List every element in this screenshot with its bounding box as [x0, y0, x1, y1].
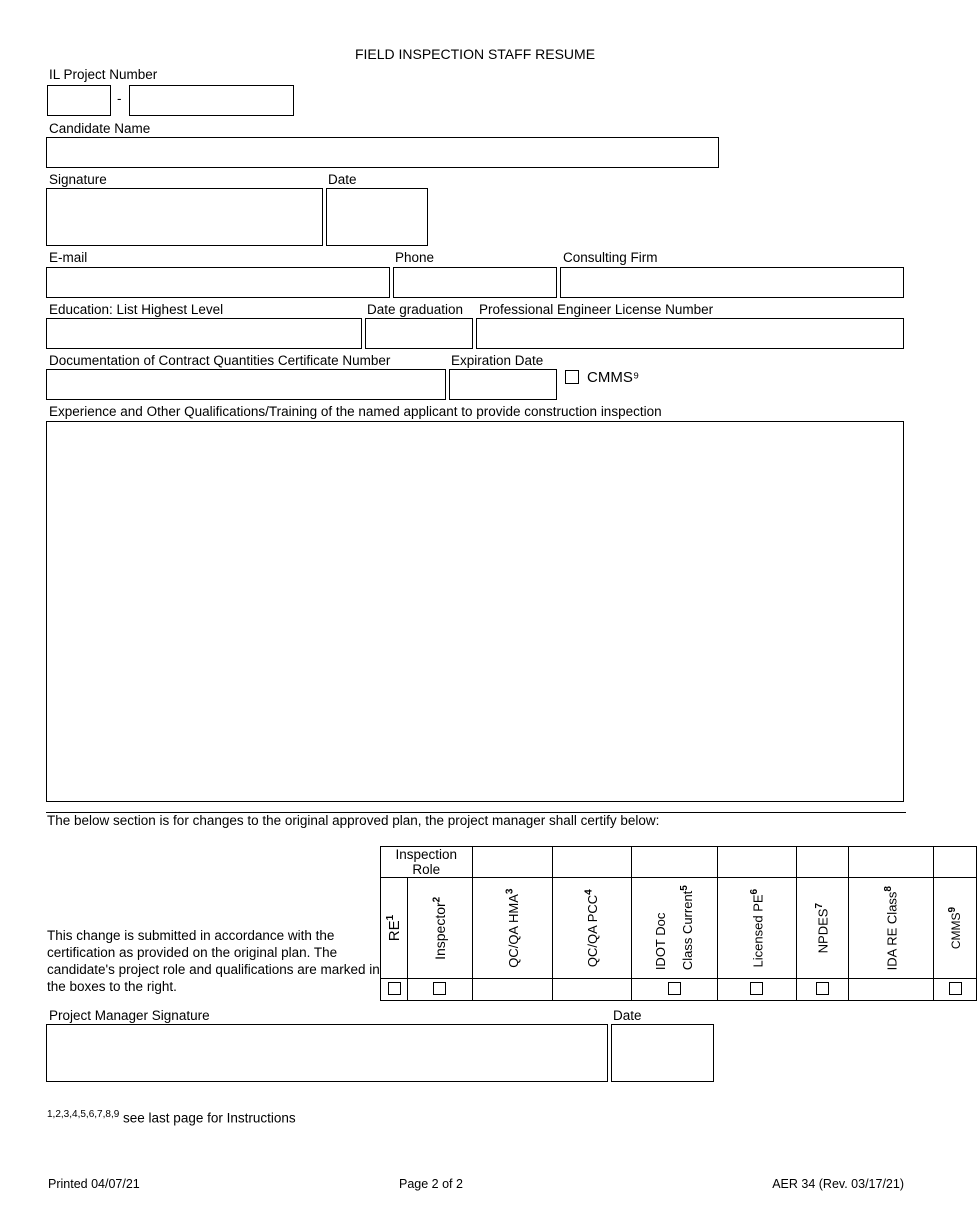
il-project-number-part1-input[interactable] — [47, 85, 111, 116]
date-graduation-input[interactable] — [365, 318, 473, 349]
footer-form-id: AER 34 (Rev. 03/17/21) — [772, 1177, 904, 1191]
pe-license-label: Professional Engineer License Number — [479, 302, 714, 317]
experience-textarea[interactable] — [46, 421, 904, 802]
role-cell-inspector — [408, 979, 472, 1001]
cmms-checkbox[interactable] — [565, 370, 579, 384]
doc-certificate-input[interactable] — [46, 369, 446, 400]
education-input[interactable] — [46, 318, 362, 349]
inspection-role-header: Inspection Role — [381, 847, 473, 878]
role-header-qcqa-hma: QC/QA HMA$^3$ — [472, 878, 552, 979]
phone-label: Phone — [395, 250, 435, 265]
role-header-idot-doc: IDOT Doc Class Current$^5$ — [631, 878, 717, 979]
instructions-note-text: see last page for Instructions — [119, 1110, 296, 1126]
signature-field[interactable] — [46, 188, 323, 246]
candidate-name-label: Candidate Name — [49, 121, 151, 136]
role-cell-qcqa-hma — [472, 979, 552, 1001]
pm-signature-field[interactable] — [46, 1024, 608, 1082]
role-header-ida-re-class: IDA RE Class$^8$ — [848, 878, 933, 979]
doc-certificate-label: Documentation of Contract Quantities Certificate Number — [49, 353, 391, 368]
role-header-cmms: CMMS$^9$ — [933, 878, 976, 979]
pm-date-label: Date — [613, 1008, 642, 1023]
certification-text: This change is submitted in accordance with the certification as provided on the original plan. The candidate's project role and qualifications are marked in the boxes to the right. — [47, 928, 380, 994]
role-checkbox-inspector[interactable] — [433, 982, 446, 995]
inspection-role-table — [380, 846, 977, 1001]
phone-input[interactable] — [393, 267, 557, 298]
role-header-npdes: NPDES$^7$ — [797, 878, 848, 979]
role-cell-qcqa-pcc — [552, 979, 631, 1001]
il-project-number-label: IL Project Number — [49, 67, 158, 82]
role-checkbox-licensed-pe[interactable] — [750, 982, 763, 995]
footer-page-number: Page 2 of 2 — [399, 1177, 463, 1191]
role-checkbox-npdes[interactable] — [816, 982, 829, 995]
role-header-re: $RE^1$ — [381, 878, 408, 979]
consulting-firm-input[interactable] — [560, 267, 904, 298]
role-cell-ida-re-class — [848, 979, 933, 1001]
role-cell-re — [381, 979, 408, 1001]
il-project-number-part2-input[interactable] — [129, 85, 294, 116]
changes-notice: The below section is for changes to the original approved plan, the project manager shall certify below: — [47, 813, 660, 828]
role-cell-idot-doc — [631, 979, 717, 1001]
candidate-name-input[interactable] — [46, 137, 719, 168]
education-label: Education: List Highest Level — [49, 302, 224, 317]
signature-date-input[interactable] — [326, 188, 428, 246]
instructions-note — [47, 1109, 296, 1126]
instructions-note-refs: 1,2,3,4,5,6,7,8,9 — [47, 1109, 120, 1120]
email-input[interactable] — [46, 267, 390, 298]
role-checkbox-idot-doc[interactable] — [668, 982, 681, 995]
role-checkbox-cmms[interactable] — [949, 982, 962, 995]
role-header-qcqa-pcc: QC/QA PCC$^4$ — [552, 878, 631, 979]
role-header-inspector: Inspector$^2$ — [408, 878, 472, 979]
role-cell-licensed-pe — [717, 979, 797, 1001]
pe-license-input[interactable] — [476, 318, 904, 349]
form-title: FIELD INSPECTION STAFF RESUME — [354, 46, 596, 62]
expiration-date-label: Expiration Date — [451, 353, 544, 368]
date-graduation-label: Date graduation — [367, 302, 464, 317]
consulting-firm-label: Consulting Firm — [563, 250, 658, 265]
expiration-date-input[interactable] — [449, 369, 557, 400]
cmms-checkbox-label: CMMS⁹ — [587, 369, 640, 386]
signature-date-label: Date — [328, 172, 357, 187]
role-header-licensed-pe: Licensed $PE^6$ — [717, 878, 797, 979]
footer-printed-date: Printed 04/07/21 — [48, 1177, 140, 1191]
pm-signature-label: Project Manager Signature — [49, 1008, 210, 1023]
pm-date-input[interactable] — [611, 1024, 714, 1082]
role-checkbox-re[interactable] — [388, 982, 401, 995]
experience-label: Experience and Other Qualifications/Training of the named applicant to provide construction inspection — [49, 404, 662, 419]
role-cell-npdes — [797, 979, 848, 1001]
il-project-number-separator: - — [117, 91, 122, 106]
signature-label: Signature — [49, 172, 107, 187]
email-label: E-mail — [49, 250, 88, 265]
role-cell-cmms — [933, 979, 976, 1001]
